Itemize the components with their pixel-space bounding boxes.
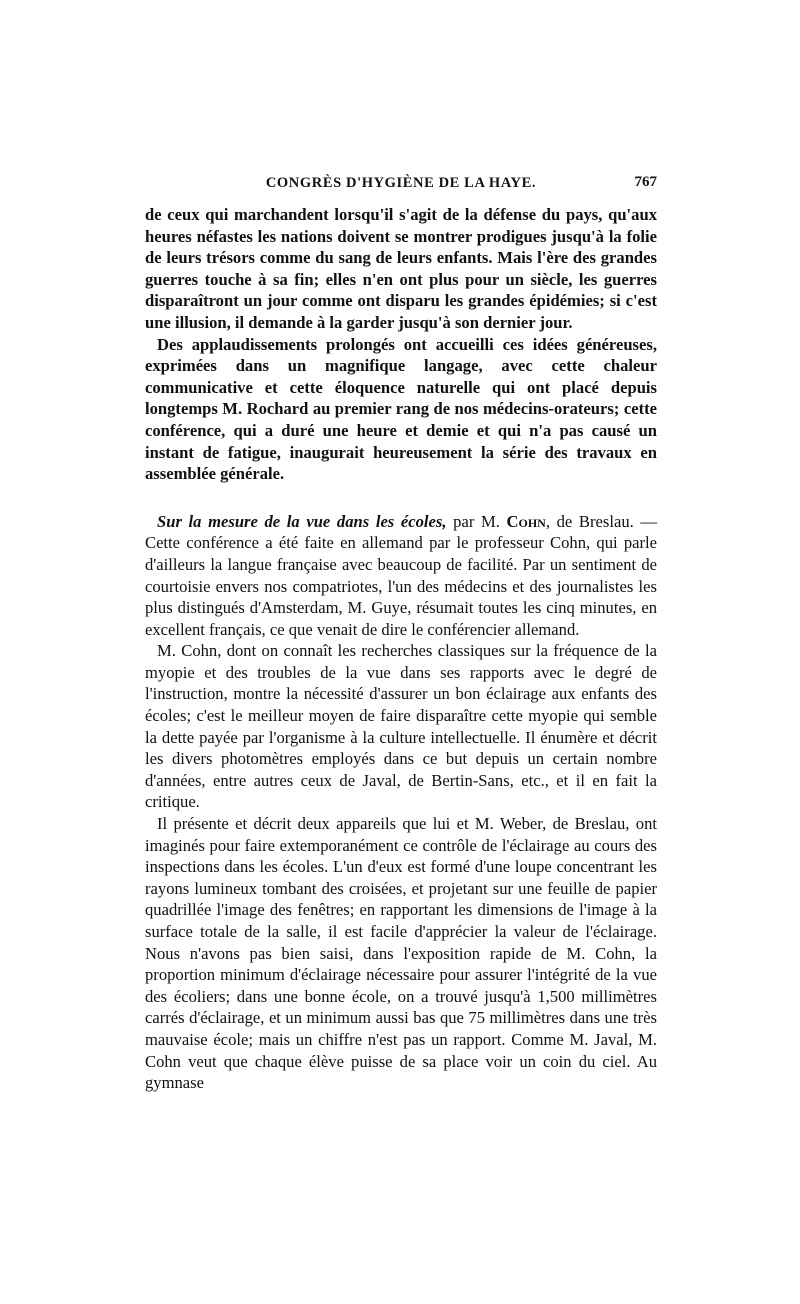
running-title: CONGRÈS D'HYGIÈNE DE LA HAYE.	[265, 175, 537, 191]
author-name: Cohn	[506, 511, 546, 531]
document-page	[145, 170, 657, 1094]
paragraph-closing-speech: de ceux qui marchandent lorsqu'il s'agit de la défense du pays, qu'aux heures néfastes les nations doivent se montrer prodigues jusqu'à la folie de leurs trésors comme du sang de leurs enfants. Mais l'ère des grandes guerres touche à sa fin; elles n'en ont plus pour un siècle, les guerres disparaîtront un jour comme ont disparu les grandes épidémies; si c'est une illusion, il demande à la garder jusqu'à son dernier jour.	[145, 205, 657, 332]
paragraph-apparatus: Il présente et décrit deux appareils que lui et M. Weber, de Breslau, ont imaginés pour faire extemporanément ce contrôle de l'éclairage au cours des inspections dans les écoles. L'un d'eux est formé d'une loupe concentrant les rayons lumineux tombant des croisées, et projetant sur une feuille de papier quadrillée l'image des fenêtres; en rapportant les dimensions de l'image à la surface totale de la salle, il est facile d'apprécier la valeur de l'éclairage. Nous n'avons pas bien saisi, dans l'exposition rapide de M. Cohn, la proportion minimum d'éclairage nécessaire pour assurer l'intégrité de la vue des écoliers; dans une bonne école, on a trouvé jusqu'à 1,500 millimètres carrés d'éclairage, et un minimum aussi bas que 75 millimètres dans une très mauvaise école; mais un chiffre n'est pas un rapport. Comme M. Javal, M. Cohn veut que chaque élève puisse de sa place voir un coin du ciel. Au gymnase	[145, 814, 657, 1093]
section-title: Sur la mesure de la vue dans les écoles,	[157, 511, 447, 531]
paragraph-myopia: M. Cohn, dont on connaît les recherches classiques sur la fréquence de la myopie et des troubles de la vue dans ses rapports avec le degré de l'instruction, montre la nécessité d'assurer un bon éclairage aux enfants des écoles; c'est le meilleur moyen de faire disparaître cette myopie qui semble la dette payée par l'organisme à la culture intellectuelle. Il énumère et décrit les divers photomètres employés dans ce but depuis un certain nombre d'années, entre autres ceux de Javal, de Bertin-Sans, etc., et il en fait la critique.	[145, 641, 657, 812]
author-place: , de Breslau.	[545, 511, 634, 531]
paragraph-applause: Des applaudissements prolongés ont accueilli ces idées généreuses, exprimées dans un magnifique langage, avec cette chaleur communicative et cette éloquence naturelle qui ont placé depuis longtemps M. Rochard au premier rang de nos médecins-orateurs; cette conférence, qui a duré une heure et demie et qui n'a pas causé un instant de fatigue, inaugurait heureusement la série des travaux en assemblée générale.	[145, 334, 657, 484]
byline-prefix: par M.	[453, 511, 500, 531]
section-gap	[145, 485, 657, 511]
running-head	[145, 170, 657, 198]
paragraph-cohn-conference	[145, 511, 657, 641]
paragraph-body: — Cette conférence a été faite en allemand par le professeur Cohn, qui parle d'ailleurs la langue française avec beaucoup de facilité. Par un sentiment de courtoisie envers nos compatriotes, l'un des médecins et des journalistes les plus distingués d'Amsterdam, M. Guye, résumait toutes les cinq minutes, en excellent français, ce que venait de dire le conférencier allemand.	[145, 511, 658, 639]
page-number: 767	[634, 174, 657, 190]
